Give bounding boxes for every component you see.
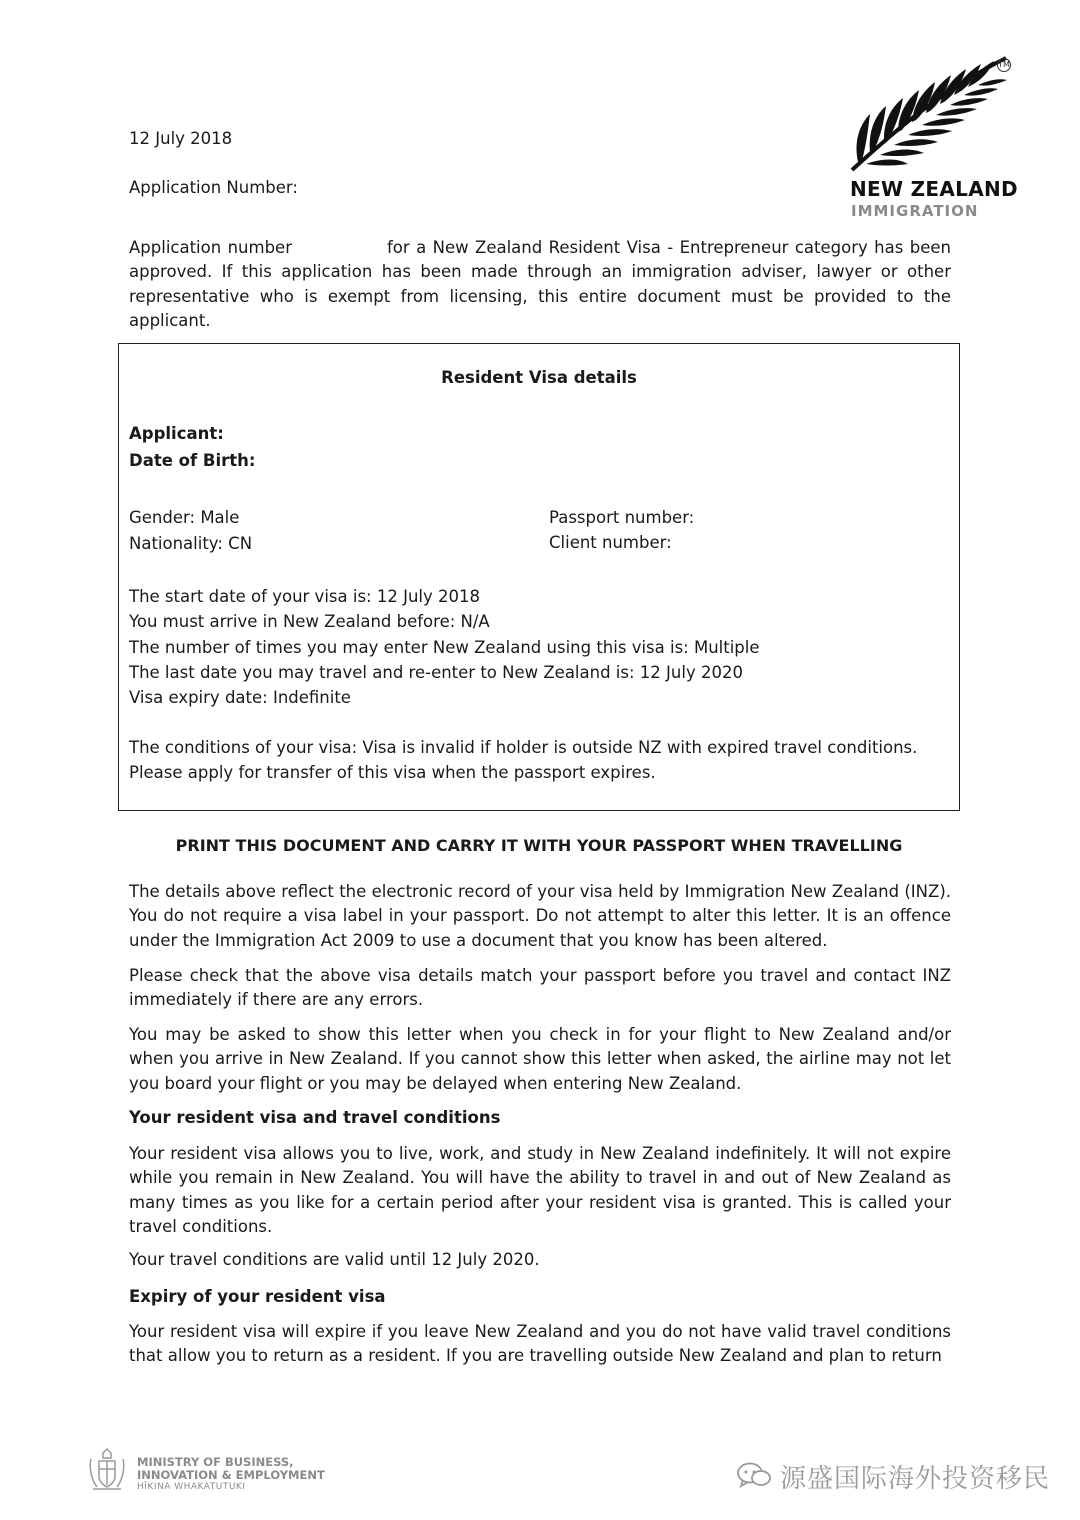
visa-arrive-before: You must arrive in New Zealand before: N/A	[129, 612, 490, 631]
gender-value: Gender: Male	[129, 508, 240, 527]
visa-conditions-line2: Please apply for transfer of this visa when the passport expires.	[129, 763, 656, 782]
letter-date: 12 July 2018	[129, 129, 233, 148]
visa-box-title: Resident Visa details	[441, 368, 637, 387]
intro-paragraph	[129, 236, 951, 333]
paragraph-show-letter: You may be asked to show this letter when you check in for your flight to New Zealand and/or when you arrive in New Zealand. If you cannot show this letter when asked, the airline may not let you board your flight or you may be delayed when entering New Zealand.	[129, 1025, 951, 1093]
paragraph-electronic-record: The details above reflect the electronic record of your visa held by Immigration New Zealand (INZ). You do not require a visa label in your passport. Do not attempt to alter this letter. It is an offence under the Immigration Act 2009 to use a document that you know has been altered.	[129, 882, 951, 950]
print-notice: PRINT THIS DOCUMENT AND CARRY IT WITH YOUR PASSPORT WHEN TRAVELLING	[175, 836, 903, 855]
passport-number-label: Passport number:	[549, 508, 695, 527]
paragraph-check-details: Please check that the above visa details match your passport before you travel and contact INZ immediately if there are any errors.	[129, 966, 951, 1010]
paragraph-valid-until: Your travel conditions are valid until 12 July 2020.	[129, 1250, 540, 1269]
ministry-line3: HĪKINA WHAKATUTUKI	[137, 1482, 246, 1492]
visa-entries: The number of times you may enter New Zealand using this visa is: Multiple	[129, 638, 760, 657]
visa-conditions-line1: The conditions of your visa: Visa is invalid if holder is outside NZ with expired travel conditions.	[129, 738, 918, 757]
logo-agency-text: IMMIGRATION	[851, 202, 979, 220]
dob-label: Date of Birth:	[129, 451, 256, 470]
visa-start-date: The start date of your visa is: 12 July 2018	[129, 587, 480, 606]
wechat-watermark: 源盛国际海外投资移民	[780, 1464, 1051, 1494]
heading-expiry: Expiry of your resident visa	[129, 1287, 386, 1306]
coat-of-arms-icon	[83, 1447, 131, 1495]
wechat-icon	[736, 1461, 772, 1489]
ministry-line1: MINISTRY OF BUSINESS,	[137, 1455, 294, 1469]
heading-travel-conditions: Your resident visa and travel conditions	[129, 1108, 501, 1127]
nationality-value: Nationality: CN	[129, 534, 253, 553]
client-number-label: Client number:	[549, 533, 672, 552]
application-number-label: Application Number:	[129, 178, 298, 197]
silver-fern-icon	[848, 52, 1018, 177]
intro-part2: for a New Zealand Resident Visa - Entrepreneur category has been approved. If this application has been made through an immigration adviser, lawyer or other representative who is exempt from licensing, this entire document must be provided to the applicant.	[129, 238, 951, 330]
ministry-line2: INNOVATION & EMPLOYMENT	[137, 1468, 325, 1482]
intro-part1: Application number	[129, 238, 292, 257]
paragraph-resident-visa: Your resident visa allows you to live, work, and study in New Zealand indefinitely. It will not expire while you remain in New Zealand. You will have the ability to travel in and out of New Zealand as many times as you like for a certain period after your resident visa is granted. This is called your travel conditions.	[129, 1144, 951, 1236]
visa-last-date: The last date you may travel and re-enter to New Zealand is: 12 July 2020	[129, 663, 743, 682]
applicant-label: Applicant:	[129, 424, 224, 443]
visa-expiry: Visa expiry date: Indefinite	[129, 688, 351, 707]
logo-country-text: NEW ZEALAND	[850, 177, 1018, 201]
paragraph-expiry: Your resident visa will expire if you leave New Zealand and you do not have valid travel conditions that allow you to return as a resident. If you are travelling outside New Zealand and plan to return	[129, 1322, 951, 1366]
trademark-mark: TM	[997, 58, 1011, 72]
